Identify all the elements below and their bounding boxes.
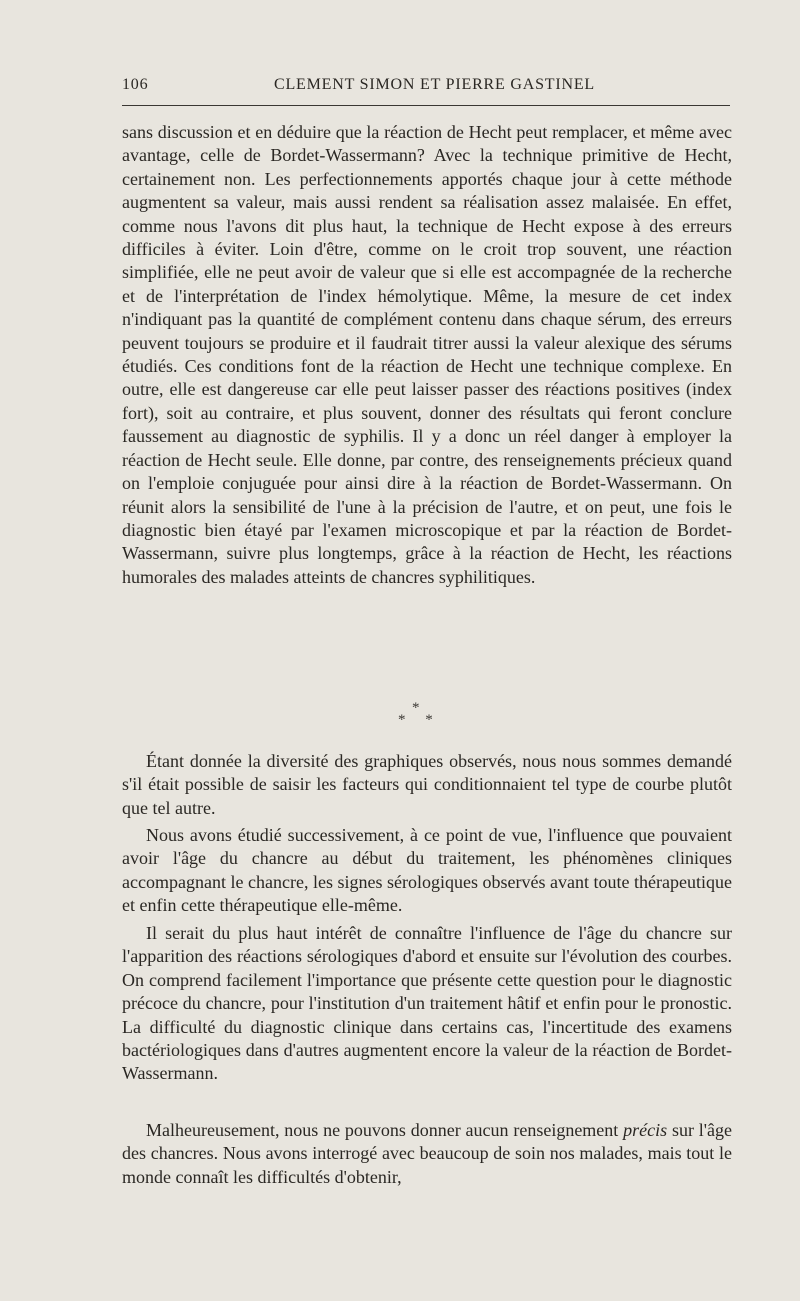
- separator-asterisks-bottom: * *: [398, 712, 441, 728]
- page-number: 106: [122, 76, 149, 93]
- running-head: [122, 76, 728, 96]
- paragraph-2: Étant donnée la diversité des graphiques observés, nous nous sommes demandé s'il était possible de saisir les facteurs qui conditionnaient tel type de courbe plutôt que tel autre.: [122, 751, 732, 818]
- paragraph-5-start: Malheureusement, nous ne pouvons donner aucun renseignement: [146, 1120, 619, 1140]
- paragraph-5-emphasis: précis: [623, 1120, 668, 1140]
- paragraph-4: Il serait du plus haut intérêt de connaître l'influence de l'âge du chancre sur l'apparition des réactions sérologiques d'abord et ensuite sur l'évolution des courbes. On comprend facilement l'importance que présente cette question pour le diagnostic précoce du chancre, pour l'institution d'un traitement hâtif et enfin pour le pronostic. La difficulté du diagnostic clinique dans certains cas, l'incertitude des examens bactériologiques dans d'autres augmentent encore la valeur de la réaction de Bordet-Wassermann.: [122, 923, 732, 1084]
- running-title: CLEMENT SIMON ET PIERRE GASTINEL: [274, 76, 596, 93]
- paragraph-3: Nous avons étudié successivement, à ce point de vue, l'influence que pouvaient avoir l'âge du chancre au début du traitement, les phénomènes cliniques accompagnant le chancre, les signes sérologiques observés avant toute thérapeutique et enfin cette thérapeutique elle-même.: [122, 825, 732, 916]
- section-separator: [395, 700, 455, 740]
- paragraph-5-rest: sur l'âge des chancres. Nous avons interrogé avec beaucoup de soin nos malades, mais tout le monde connaît les difficultés d'obtenir,: [122, 1120, 733, 1187]
- header-rule: [122, 105, 730, 106]
- separator-asterisk-top: *: [412, 700, 420, 716]
- paragraph-1: sans discussion et en déduire que la réaction de Hecht peut remplacer, et même avec avantage, celle de Bordet-Wassermann? Avec la technique primitive de Hecht, certainement non. Les perfectionnements apportés chaque jour à cette méthode augmentent sa valeur, mais aussi rendent sa réalisation assez malaisée. En effet, comme nous l'avons dit plus haut, la technique de Hecht expose à des erreurs difficiles à éviter. Loin d'être, comme on le croit trop souvent, une réaction simplifiée, elle ne peut avoir de valeur que si elle est accompagnée de la recherche et de l'interprétation de l'index hémolytique. Même, la mesure de cet index n'indiquant pas la quantité de complément contenu dans chaque sérum, des erreurs peuvent toujours se produire et il faudrait titrer aussi la valeur alexique des sérums étudiés. Ces conditions font de la réaction de Hecht une technique complexe. En outre, elle est dangereuse car elle peut laisser passer des réactions positives (index fort), soit au contraire, et plus souvent, donner des résultats qui feront conclure faussement au diagnostic de syphilis. Il y a donc un réel danger à employer la réaction de Hecht seule. Elle donne, par contre, des renseignements précieux quand on l'emploie conjuguée pour ainsi dire à la réaction de Bordet-Wassermann. On réunit alors la sensibilité de l'une à la précision de l'autre, et on peut, une fois le diagnostic bien étayé par l'examen microscopique et par la réaction de Bordet-Wassermann, suivre plus longtemps, grâce à la réaction de Hecht, les réactions humorales des malades atteints de chancres syphilitiques.: [122, 122, 732, 587]
- paragraph-5: [122, 1119, 732, 1189]
